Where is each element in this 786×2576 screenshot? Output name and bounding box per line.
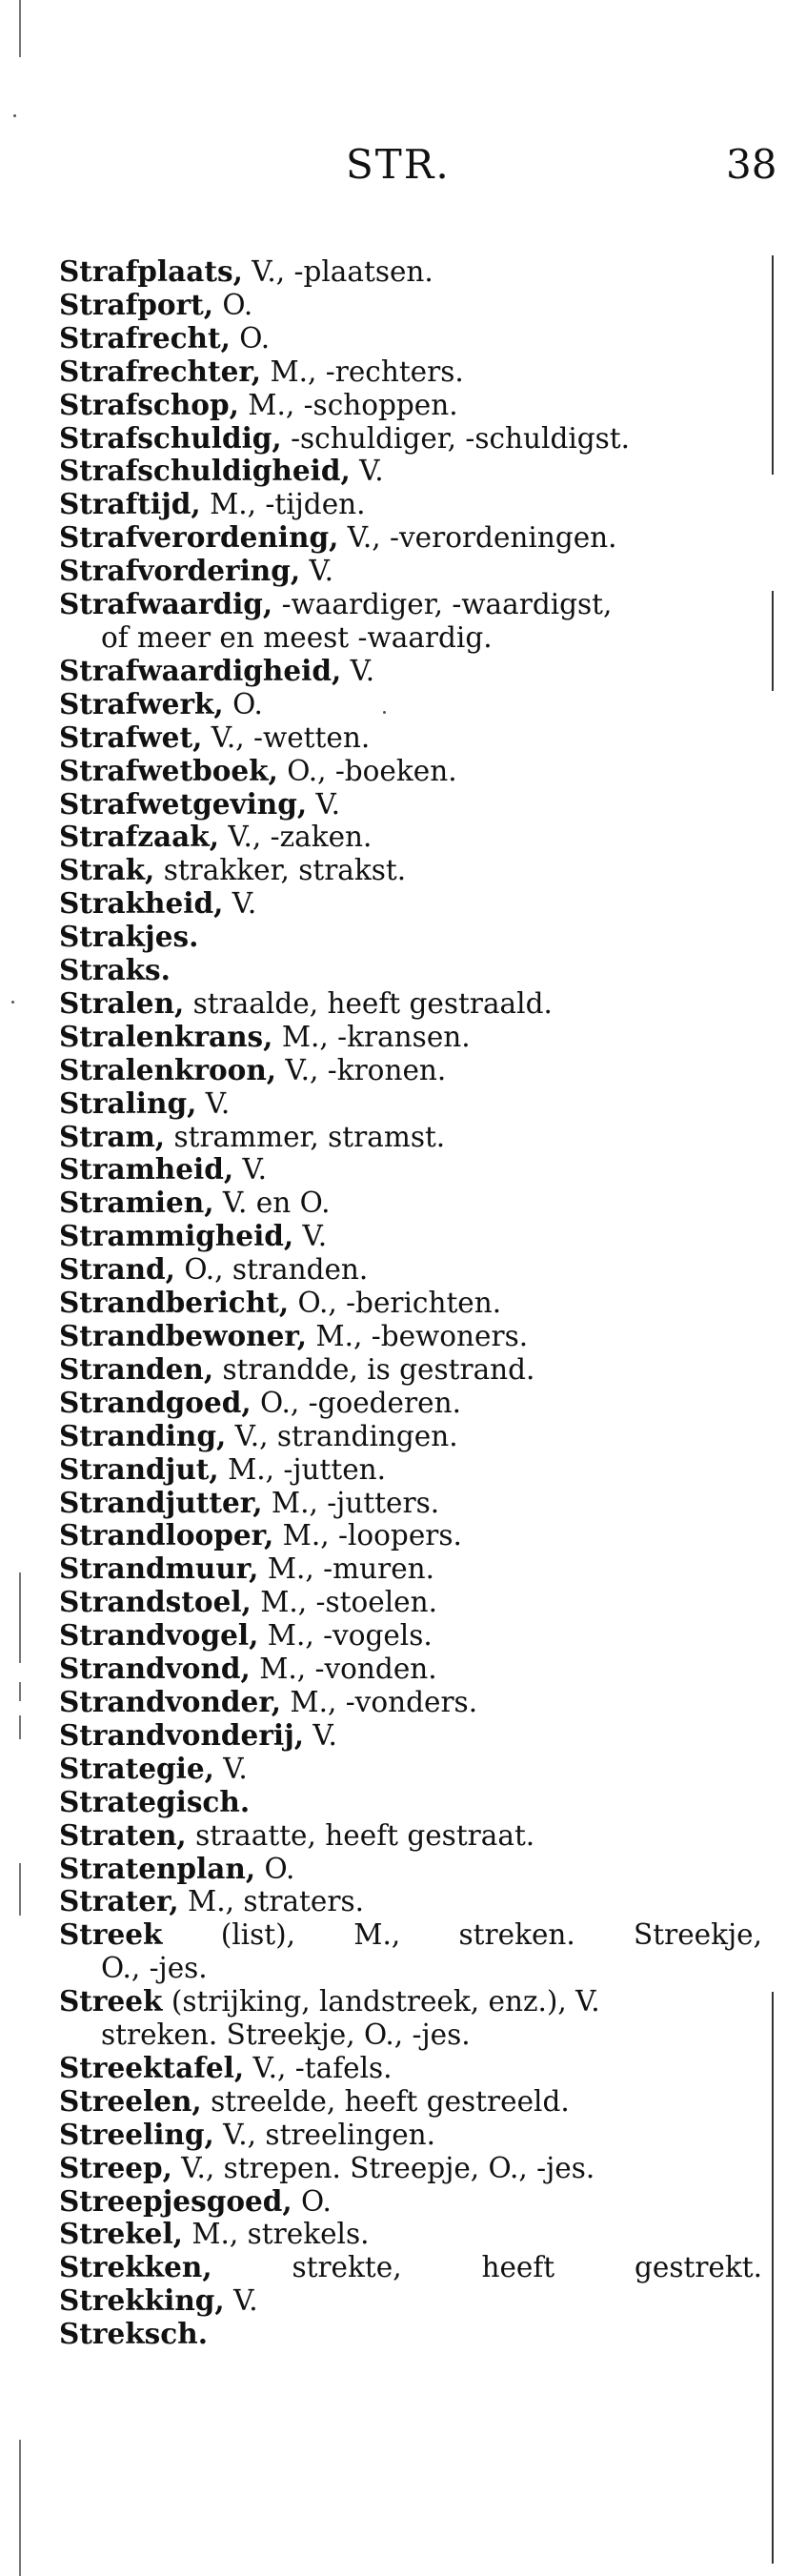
entry-headword: Strammigheid,	[59, 1219, 294, 1253]
entry-line	[59, 1586, 437, 1618]
entry-headword: Strafwetboek,	[59, 753, 278, 787]
entry-line	[59, 1686, 477, 1718]
entry-headword: Strandlooper,	[59, 1518, 274, 1552]
entry-headword: Strandvogel,	[59, 1618, 259, 1653]
entry-definition: V., -kronen.	[276, 1053, 447, 1086]
dictionary-entry	[59, 1353, 762, 1387]
dictionary-entry	[59, 1552, 762, 1586]
entry-line	[59, 1786, 250, 1818]
entry-line	[59, 1819, 534, 1852]
dictionary-entry	[59, 1453, 762, 1487]
entry-headword: Strandstoel,	[59, 1585, 252, 1619]
entry-definition: M., -stoelen.	[251, 1586, 437, 1619]
entry-headword: Strafschuldig,	[59, 420, 282, 455]
entry-headword: Strandbewoner,	[59, 1319, 308, 1352]
entry-definition: strakker, strakst.	[154, 854, 407, 887]
entry-headword: Strekel,	[59, 2217, 183, 2251]
entry-definition: M., -jutten.	[218, 1452, 387, 1486]
dictionary-entry-list	[59, 255, 762, 2351]
dictionary-entry	[59, 1885, 762, 1918]
dictionary-entry	[59, 1653, 762, 1686]
dictionary-entry	[59, 1719, 762, 1753]
entry-line	[59, 2119, 435, 2151]
entry-definition: V., streelingen.	[213, 2118, 436, 2151]
entry-line	[59, 2251, 762, 2283]
entry-definition: O., -berichten.	[289, 1287, 502, 1320]
entry-continuation: streken. Streekje, O., -jes.	[101, 2018, 471, 2052]
entry-headword: Streek	[59, 1917, 163, 1952]
entry-definition: M., -muren.	[258, 1552, 435, 1586]
entry-headword: Strandjut,	[59, 1451, 219, 1486]
entry-line	[59, 1853, 294, 1885]
entry-headword: Strandmuur,	[59, 1552, 259, 1586]
entry-line	[59, 1753, 248, 1785]
dictionary-entry	[59, 1519, 762, 1552]
entry-definition: V.	[341, 654, 375, 687]
entry-line	[59, 322, 270, 355]
dictionary-entry	[59, 2119, 762, 2152]
entry-headword: Strandvonder,	[59, 1684, 281, 1718]
entry-headword: Streek	[59, 1984, 163, 2018]
entry-line	[59, 255, 433, 288]
entry-definition: V.	[350, 455, 384, 488]
dictionary-entry	[59, 1220, 762, 1253]
dictionary-entry	[59, 987, 762, 1021]
entry-line	[59, 455, 384, 487]
dictionary-entry	[59, 255, 762, 289]
entry-line	[59, 1287, 501, 1319]
dictionary-entry	[59, 588, 762, 655]
entry-definition: -schuldiger, -schuldigst.	[281, 421, 631, 455]
entry-line	[59, 2185, 332, 2218]
entry-line	[59, 987, 553, 1020]
entry-definition: V.	[300, 555, 334, 588]
page-header	[0, 141, 786, 198]
entry-line	[59, 1153, 267, 1186]
entry-headword: Strafschop,	[59, 387, 239, 421]
entry-line	[59, 1653, 437, 1685]
entry-headword: Strafwet,	[59, 720, 203, 754]
entry-headword: Strafverordening,	[59, 520, 339, 555]
dictionary-entry	[59, 1387, 762, 1420]
entry-definition: O., -boeken.	[277, 754, 457, 787]
entry-definition: M., -vonders.	[281, 1685, 478, 1718]
entry-headword: Strandjutter,	[59, 1485, 263, 1519]
entry-headword: Strafplaats,	[59, 254, 243, 288]
entry-definition: (strijking, landstreek, enz.), V.	[162, 1985, 600, 2018]
entry-line	[59, 1487, 439, 1519]
entry-headword: Strategie,	[59, 1751, 214, 1785]
scan-speck	[11, 1001, 14, 1004]
entry-headword: Strak,	[59, 853, 155, 887]
entry-definition: O.	[223, 687, 263, 720]
entry-definition: V., strandingen.	[226, 1419, 458, 1452]
scan-edge-mark	[19, 2440, 21, 2576]
entry-line	[59, 2284, 258, 2317]
scan-edge-mark	[19, 1572, 21, 1663]
entry-definition: V.	[293, 1220, 328, 1253]
entry-definition: V.	[304, 1718, 337, 1752]
entry-headword: Strafwerk,	[59, 686, 224, 720]
entry-headword: Streksch.	[59, 2317, 208, 2351]
entry-line	[59, 954, 171, 986]
dictionary-entry	[59, 2085, 762, 2119]
entry-definition: V.	[213, 1752, 248, 1785]
entry-definition: V., -wetten.	[202, 720, 371, 754]
entry-line	[59, 555, 333, 587]
entry-definition: straatte, heeft gestraat.	[186, 1818, 535, 1852]
dictionary-entry	[59, 1619, 762, 1653]
entry-definition: M., -kransen.	[272, 1020, 471, 1053]
entry-line	[59, 1719, 337, 1752]
entry-line	[59, 2218, 370, 2250]
entry-line	[59, 1619, 433, 1652]
entry-line	[59, 588, 762, 621]
entry-line	[59, 721, 370, 754]
entry-definition: O.	[255, 1852, 295, 1885]
dictionary-entry	[59, 1253, 762, 1287]
entry-definition: O.	[213, 288, 253, 321]
entry-line	[59, 2152, 595, 2184]
entry-definition: strekte, heeft gestrekt.	[212, 2251, 762, 2284]
entry-definition: M., -vonden.	[250, 1653, 437, 1686]
dictionary-entry	[59, 455, 762, 488]
entry-line	[59, 1885, 364, 1917]
entry-definition: M., -schoppen.	[238, 388, 458, 421]
entry-line	[59, 1054, 446, 1086]
entry-line	[59, 2318, 208, 2350]
dictionary-entry	[59, 1121, 762, 1154]
entry-definition: M., strekels.	[182, 2218, 370, 2251]
dictionary-entry	[59, 2152, 762, 2185]
entry-definition: O., stranden.	[174, 1253, 369, 1287]
entry-definition: V.	[223, 887, 257, 921]
entry-headword: Stratenplan,	[59, 1851, 256, 1885]
entry-definition: O.	[230, 321, 271, 355]
entry-definition: O., -goederen.	[251, 1386, 461, 1419]
entry-line	[59, 788, 340, 821]
dictionary-entry	[59, 1420, 762, 1453]
entry-headword: Strategisch.	[59, 1784, 251, 1818]
dictionary-entry	[59, 1918, 762, 1985]
dictionary-entry	[59, 1021, 762, 1054]
entry-definition: M., -rechters.	[261, 355, 464, 388]
entry-line	[59, 389, 458, 421]
entry-definition: V. en O.	[213, 1187, 331, 1220]
entry-headword: Strakjes.	[59, 920, 199, 954]
entry-headword: Strafrechter,	[59, 354, 262, 388]
entry-line	[59, 521, 617, 554]
dictionary-entry	[59, 521, 762, 555]
dictionary-entry	[59, 921, 762, 954]
entry-line	[59, 1453, 386, 1486]
dictionary-entry	[59, 755, 762, 788]
dictionary-entry	[59, 1586, 762, 1619]
dictionary-entry	[59, 389, 762, 422]
dictionary-entry	[59, 1187, 762, 1220]
entry-continuation: of meer en meest -waardig.	[101, 620, 493, 654]
entry-definition: V., -tafels.	[244, 2051, 393, 2084]
scan-edge-mark	[19, 0, 21, 57]
entry-definition: (list), M., streken. Streekje,	[162, 1918, 762, 1952]
entry-line	[59, 488, 366, 520]
entry-line	[59, 1353, 534, 1386]
entry-definition: M., -loopers.	[273, 1519, 462, 1552]
entry-headword: Strandvond,	[59, 1652, 251, 1686]
dictionary-entry	[59, 721, 762, 755]
entry-headword: Strafwetgeving,	[59, 786, 308, 821]
dictionary-entry	[59, 1753, 762, 1786]
entry-definition: M., straters.	[178, 1885, 364, 1918]
entry-definition: M., -vogels.	[258, 1619, 433, 1653]
entry-headword: Strakheid,	[59, 886, 224, 921]
entry-headword: Strandgoed,	[59, 1385, 252, 1419]
entry-headword: Strekken,	[59, 2250, 212, 2284]
entry-line	[59, 2052, 393, 2084]
entry-definition: V., strepen. Streepje, O., -jes.	[171, 2151, 595, 2184]
dictionary-entry	[59, 887, 762, 921]
dictionary-entry	[59, 355, 762, 389]
entry-line	[59, 1387, 461, 1419]
entry-line	[59, 1552, 434, 1585]
dictionary-entry	[59, 1087, 762, 1121]
entry-definition: M., -jutters.	[262, 1486, 440, 1519]
entry-line	[59, 1220, 327, 1252]
dictionary-entry	[59, 2218, 762, 2251]
entry-line	[59, 821, 372, 853]
entry-headword: Strafzaak,	[59, 820, 219, 854]
column-rule	[772, 255, 774, 475]
entry-line	[59, 688, 263, 720]
dictionary-entry	[59, 1287, 762, 1320]
entry-headword: Streepjesgoed,	[59, 2183, 292, 2218]
dictionary-entry	[59, 2251, 762, 2284]
entry-headword: Strafwaardig,	[59, 587, 273, 621]
entry-headword: Streeling,	[59, 2117, 214, 2151]
entry-line	[59, 1420, 458, 1452]
dictionary-entry	[59, 788, 762, 821]
entry-definition: strammer, stramst.	[165, 1120, 446, 1153]
entry-line	[59, 1918, 762, 1952]
entry-definition: strandde, is gestrand.	[213, 1352, 535, 1386]
column-rule	[772, 591, 774, 691]
entry-definition: V.	[196, 1086, 231, 1120]
entry-definition: M., -tijden.	[200, 488, 366, 521]
entry-line	[59, 1021, 471, 1053]
dictionary-entry	[59, 488, 762, 521]
dictionary-entry	[59, 1054, 762, 1087]
entry-line	[59, 2085, 570, 2118]
entry-definition: M., -bewoners.	[307, 1320, 529, 1352]
entry-line	[59, 1985, 762, 2018]
entry-headword: Straftijd,	[59, 487, 201, 521]
dictionary-entry	[59, 655, 762, 688]
dictionary-entry	[59, 1487, 762, 1520]
entry-line	[59, 289, 252, 321]
entry-line	[59, 655, 374, 687]
entry-definition: straalde, heeft gestraald.	[184, 986, 553, 1020]
entry-definition: V., -verordeningen.	[338, 521, 617, 555]
dictionary-entry	[59, 1153, 762, 1187]
entry-headword: Strafport,	[59, 287, 214, 321]
entry-line	[59, 1087, 230, 1120]
entry-line	[59, 1519, 462, 1552]
column-rule	[772, 1992, 774, 2564]
entry-headword: Straling,	[59, 1085, 197, 1120]
entry-headword: Strafrecht,	[59, 320, 231, 355]
page-number: 38	[726, 141, 777, 188]
entry-definition: V., -zaken.	[218, 821, 373, 854]
dictionary-entry	[59, 954, 762, 987]
page-title: STR.	[346, 141, 451, 188]
entry-headword: Stranden,	[59, 1351, 214, 1386]
entry-line	[59, 854, 406, 886]
scan-speck	[13, 114, 16, 117]
entry-headword: Streelen,	[59, 2083, 202, 2118]
entry-definition: V.	[224, 2284, 258, 2318]
dictionary-entry	[59, 2284, 762, 2318]
entry-line	[59, 422, 630, 455]
dictionary-entry	[59, 555, 762, 588]
entry-headword: Strafvordering,	[59, 554, 301, 588]
dictionary-entry	[59, 1819, 762, 1853]
entry-headword: Stram,	[59, 1119, 166, 1153]
entry-definition: -waardiger, -waardigst,	[272, 588, 613, 621]
entry-headword: Strafwaardigheid,	[59, 653, 342, 687]
entry-headword: Strater,	[59, 1884, 179, 1918]
entry-continuation: O., -jes.	[101, 1952, 208, 1985]
entry-line	[59, 1121, 445, 1153]
dictionary-entry	[59, 854, 762, 887]
entry-headword: Strekking,	[59, 2283, 225, 2318]
entry-headword: Strafschuldigheid,	[59, 454, 351, 488]
entry-headword: Stranding,	[59, 1418, 227, 1452]
entry-headword: Stralenkroon,	[59, 1052, 277, 1086]
scan-edge-mark	[19, 1863, 21, 1916]
entry-headword: Stralen,	[59, 985, 185, 1020]
dictionary-entry	[59, 2185, 762, 2219]
entry-line	[59, 921, 198, 953]
dictionary-entry	[59, 322, 762, 355]
entry-headword: Stramien,	[59, 1186, 214, 1220]
dictionary-entry	[59, 1853, 762, 1886]
entry-headword: Strandbericht,	[59, 1286, 290, 1320]
scan-edge-mark	[19, 1682, 21, 1701]
dictionary-entry	[59, 1320, 762, 1353]
entry-headword: Straten,	[59, 1817, 187, 1852]
entry-headword: Strandvonderij,	[59, 1717, 305, 1752]
dictionary-entry	[59, 2052, 762, 2085]
entry-definition: V.	[233, 1153, 268, 1187]
entry-definition: V., -plaatsen.	[242, 255, 433, 288]
entry-line	[59, 887, 256, 920]
entry-line	[59, 355, 464, 388]
entry-headword: Straks.	[59, 953, 171, 987]
entry-line	[59, 1253, 368, 1286]
entry-line	[59, 755, 457, 787]
entry-definition: streelde, heeft gestreeld.	[201, 2084, 570, 2118]
scan-edge-mark	[19, 1715, 21, 1739]
dictionary-entry	[59, 1786, 762, 1819]
entry-headword: Streep,	[59, 2150, 172, 2184]
dictionary-entry	[59, 2318, 762, 2351]
dictionary-entry	[59, 1686, 762, 1719]
entry-headword: Strand,	[59, 1252, 175, 1287]
entry-definition: O.	[292, 2184, 332, 2218]
dictionary-entry	[59, 1985, 762, 2052]
dictionary-entry	[59, 821, 762, 854]
entry-definition: V.	[307, 787, 341, 821]
dictionary-entry	[59, 289, 762, 322]
entry-headword: Stralenkrans,	[59, 1019, 273, 1053]
entry-headword: Stramheid,	[59, 1152, 234, 1187]
dictionary-entry	[59, 422, 762, 456]
entry-headword: Streektafel,	[59, 2050, 245, 2084]
dictionary-entry	[59, 688, 762, 721]
entry-line	[59, 1320, 528, 1352]
entry-line	[59, 1187, 330, 1219]
